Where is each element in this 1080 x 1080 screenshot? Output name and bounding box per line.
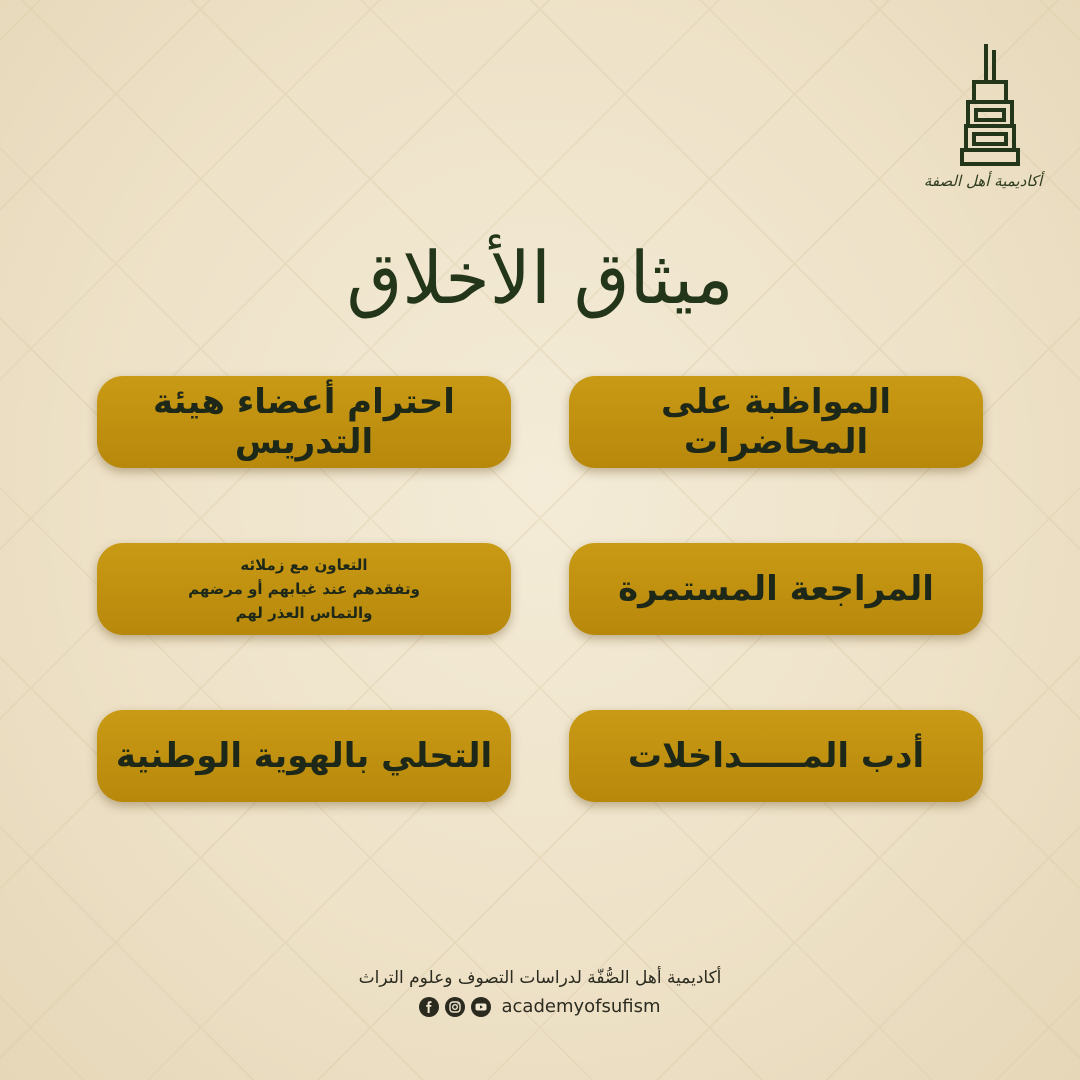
footer-academy-name: أكاديمية أهل الصُّفّة لدراسات التصوف وعلوم التراث [358,968,722,988]
card-cooperation [97,543,511,635]
card-label: التحلي بالهوية الوطنية [115,736,493,776]
page-title: ميثاق الأخلاق [346,236,734,320]
card-line: التعاون مع زملائه [240,556,368,574]
card-continuous-review [569,543,983,635]
youtube-icon[interactable] [471,997,491,1017]
card-line: والتماس العذر لهم [235,604,373,622]
card-national-identity [97,710,511,802]
card-respect-faculty [97,376,511,468]
instagram-icon[interactable] [445,997,465,1017]
social-handle[interactable]: academyofsufism [501,996,661,1017]
card-label: احترام أعضاء هيئة التدريس [153,382,455,462]
footer-social [0,996,1080,1017]
card-intervention-etiquette [569,710,983,802]
card-lecture-attendance [569,376,983,468]
card-line: وتفقدهم عند غيابهم أو مرضهم [188,580,420,598]
facebook-icon[interactable] [419,997,439,1017]
logo-caption: أكاديمية أهل الصفة [923,172,1043,190]
card-label: المراجعة المستمرة [618,569,934,609]
card-label: المواظبة على المحاضرات [660,382,892,462]
card-label: أدب المـــــداخلات [627,736,925,776]
